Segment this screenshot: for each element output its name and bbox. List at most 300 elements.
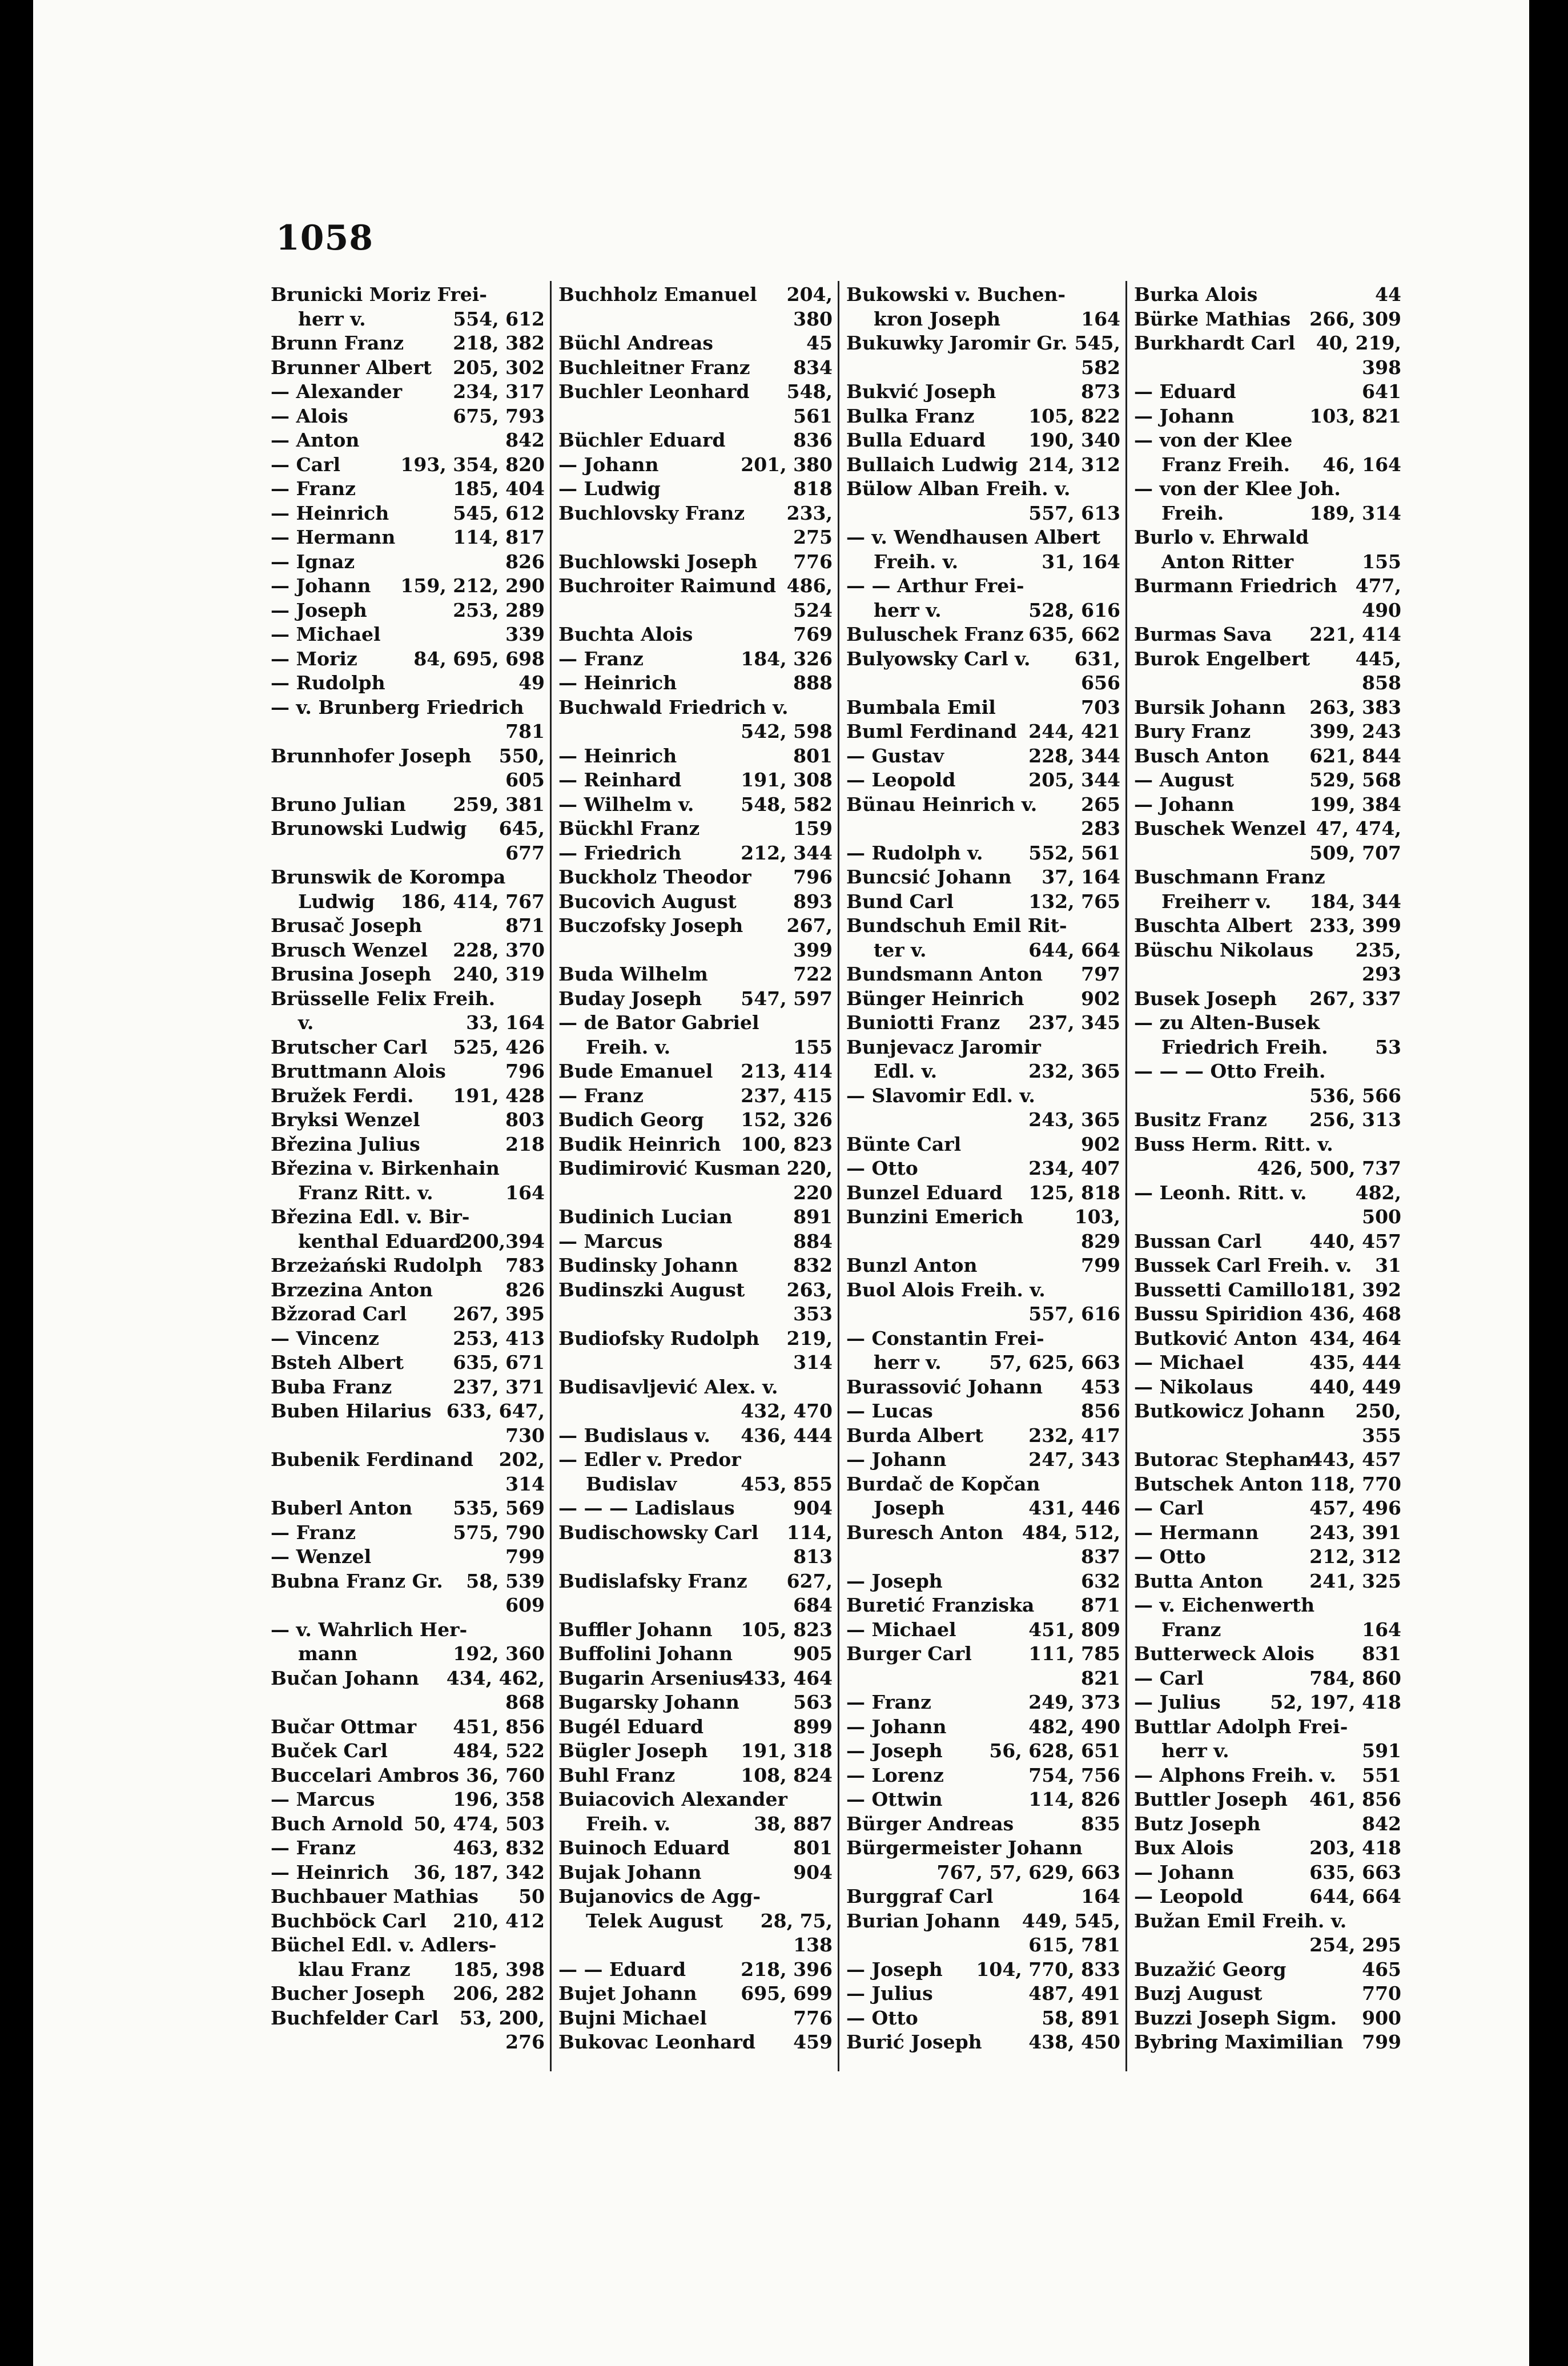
entry-name: — v. Wahrlich Her-: [271, 1618, 468, 1641]
index-entry: [558, 1861, 833, 1885]
index-entry: [1134, 1812, 1401, 1837]
index-entry: [846, 671, 1120, 696]
entry-name: Butz Joseph: [1134, 1812, 1261, 1835]
entry-name: — Joseph: [846, 1569, 943, 1592]
entry-name: — v. Eichenwerth: [1134, 1594, 1315, 1616]
index-entry: [271, 404, 545, 429]
index-entry: [558, 1812, 833, 1837]
entry-pages: 722: [793, 963, 833, 985]
index-entry: [558, 1982, 833, 2006]
index-entry: [846, 744, 1120, 769]
entry-pages: 253, 289: [453, 598, 545, 621]
index-entry: [1134, 1618, 1401, 1642]
index-entry: [846, 1205, 1120, 1230]
entry-name: Brunner Albert: [271, 356, 432, 379]
index-entry: [271, 622, 545, 647]
index-entry: [271, 1715, 545, 1740]
entry-name: — Ottwin: [846, 1788, 943, 1810]
index-entry: [271, 1690, 545, 1715]
index-entry: [558, 1933, 833, 1958]
entry-name: Joseph: [874, 1497, 945, 1519]
entry-name: Burggraf Carl: [846, 1885, 994, 1907]
entry-pages: 37, 164: [1042, 866, 1120, 888]
entry-name: — Johann: [1134, 1861, 1235, 1883]
entry-pages: 228, 370: [453, 938, 545, 961]
entry-name: — Alois: [271, 404, 348, 427]
entry-pages: 552, 561: [1028, 841, 1120, 864]
entry-name: — Moriz: [271, 647, 357, 670]
entry-pages: 635, 662: [1028, 623, 1120, 645]
entry-name: Bujni Michael: [558, 2006, 707, 2029]
entry-pages: 500: [1362, 1206, 1401, 1228]
index-entry: [558, 1958, 833, 1982]
index-entry: [1134, 622, 1401, 647]
entry-pages: 801: [793, 744, 833, 767]
index-entry: [1134, 1035, 1401, 1060]
entry-pages: 547, 597: [741, 987, 833, 1010]
entry-pages: 232, 417: [1028, 1424, 1120, 1447]
index-entry: [846, 793, 1120, 817]
entry-pages: 695, 699: [741, 1982, 833, 2005]
entry-pages: 202,: [498, 1448, 545, 1471]
index-entry: [1134, 938, 1401, 963]
entry-name: Bruno Julian: [271, 793, 406, 816]
index-entry: [558, 865, 833, 890]
index-entry: [1134, 1108, 1401, 1132]
index-entry: [1134, 647, 1401, 672]
entry-name: — Heinrich: [271, 1861, 389, 1883]
entry-name: — Franz: [271, 477, 356, 500]
entry-name: — Edler v. Predor: [558, 1448, 741, 1471]
entry-name: Burdač de Kopčan: [846, 1472, 1040, 1495]
entry-pages: 459: [793, 2031, 833, 2053]
index-entry: [846, 1739, 1120, 1764]
entry-name: Bunzel Eduard: [846, 1181, 1003, 1204]
entry-name: Bury Franz: [1134, 720, 1251, 742]
entry-name: Buckholz Theodor: [558, 866, 751, 888]
index-entry: [271, 817, 545, 841]
index-entry: [1134, 283, 1401, 307]
index-entry: [1134, 428, 1401, 453]
entry-pages: 871: [1081, 1594, 1120, 1616]
index-entry: [271, 1230, 545, 1254]
index-entry: [1134, 1666, 1401, 1691]
index-entry: [271, 1836, 545, 1861]
entry-name: Freiherr v.: [1161, 890, 1272, 913]
index-entry: [271, 1521, 545, 1545]
entry-pages: 873: [1081, 380, 1120, 403]
entry-name: Buinoch Eduard: [558, 1837, 730, 1859]
index-entry: [846, 331, 1120, 356]
index-column-2: [558, 283, 833, 2055]
entry-pages: 528, 616: [1028, 598, 1120, 621]
entry-pages: 218, 382: [453, 332, 545, 354]
index-entry: [558, 793, 833, 817]
index-entry: [1134, 1715, 1401, 1740]
entry-pages: 482,: [1355, 1181, 1401, 1204]
index-entry: [558, 1302, 833, 1327]
index-entry: [271, 1739, 545, 1764]
entry-pages: 561: [793, 404, 833, 427]
index-entry: [1134, 477, 1401, 501]
index-entry: [558, 1375, 833, 1400]
index-entry: [271, 1375, 545, 1400]
entry-pages: 631,: [1074, 647, 1120, 670]
entry-name: Butschek Anton: [1134, 1472, 1303, 1495]
entry-name: — Marcus: [271, 1788, 375, 1810]
entry-pages: 563: [793, 1691, 833, 1713]
entry-name: Freih. v.: [586, 1035, 671, 1058]
entry-name: herr v.: [874, 1351, 942, 1373]
entry-name: Bumbala Emil: [846, 696, 996, 718]
entry-pages: 191, 428: [453, 1084, 545, 1107]
entry-pages: 232, 365: [1028, 1060, 1120, 1082]
index-entry: [271, 1351, 545, 1375]
entry-pages: 891: [793, 1206, 833, 1228]
entry-name: Burić Joseph: [846, 2031, 982, 2053]
index-entry: [558, 696, 833, 720]
index-entry: [1134, 574, 1401, 598]
entry-pages: 435, 444: [1309, 1351, 1401, 1373]
index-entry: [271, 841, 545, 866]
entry-name: Bugarin Arsenius: [558, 1666, 743, 1689]
entry-name: Bugarsky Johann: [558, 1691, 739, 1713]
entry-pages: 591: [1362, 1740, 1401, 1762]
entry-name: Bružek Ferdi.: [271, 1084, 414, 1107]
entry-pages: 677: [505, 841, 545, 864]
index-entry: [558, 1909, 833, 1934]
index-entry: [846, 1521, 1120, 1545]
index-entry: [1134, 1424, 1401, 1448]
entry-pages: 203, 418: [1309, 1837, 1401, 1859]
entry-pages: 105, 823: [741, 1618, 833, 1641]
index-entry: [846, 1156, 1120, 1181]
entry-name: Bussan Carl: [1134, 1230, 1262, 1252]
entry-pages: 355: [1362, 1424, 1401, 1447]
index-entry: [1134, 962, 1401, 987]
index-entry: [846, 1618, 1120, 1642]
index-entry: [271, 890, 545, 914]
index-entry: [846, 720, 1120, 744]
entry-pages: 58, 891: [1042, 2006, 1120, 2029]
entry-pages: 557, 616: [1028, 1303, 1120, 1325]
entry-pages: 842: [505, 429, 545, 451]
entry-name: — Anton: [271, 429, 360, 451]
index-entry: [1134, 525, 1401, 550]
entry-name: klau Franz: [298, 1958, 411, 1981]
entry-pages: 293: [1362, 963, 1401, 985]
entry-pages: 53, 200,: [459, 2006, 545, 2029]
entry-pages: 482, 490: [1028, 1715, 1120, 1738]
entry-name: Butkowicz Johann: [1134, 1400, 1325, 1422]
entry-pages: 477,: [1355, 575, 1401, 597]
entry-pages: 220: [793, 1181, 833, 1204]
entry-pages: 155: [1362, 550, 1401, 573]
entry-pages: 784, 860: [1309, 1666, 1401, 1689]
index-entry: [558, 283, 833, 307]
entry-pages: 438, 450: [1028, 2031, 1120, 2053]
entry-pages: 114, 826: [1028, 1788, 1120, 1810]
entry-name: Buchroiter Raimund: [558, 575, 777, 597]
entry-pages: 484, 512,: [1022, 1521, 1120, 1544]
entry-name: mann: [298, 1642, 358, 1665]
entry-pages: 185, 398: [453, 1958, 545, 1981]
entry-name: Bučan Johann: [271, 1666, 419, 1689]
entry-name: — Carl: [1134, 1666, 1204, 1689]
entry-name: — Johann: [558, 453, 659, 476]
entry-pages: 46, 164: [1322, 453, 1401, 476]
index-entry: [846, 380, 1120, 404]
index-entry: [558, 1618, 833, 1642]
index-entry: [271, 1593, 545, 1618]
entry-name: — Johann: [1134, 404, 1235, 427]
entry-name: Bussu Spiridion: [1134, 1303, 1303, 1325]
entry-name: Bulyowsky Carl v.: [846, 647, 1031, 670]
index-entry: [558, 1084, 833, 1108]
entry-pages: 353: [793, 1303, 833, 1325]
index-entry: [846, 914, 1120, 938]
index-entry: [1134, 2030, 1401, 2055]
entry-name: Bünger Heinrich: [846, 987, 1024, 1010]
entry-pages: 799: [505, 1545, 545, 1568]
entry-name: Butterweck Alois: [1134, 1642, 1314, 1665]
entry-name: Freih.: [1161, 501, 1224, 524]
entry-name: kron Joseph: [874, 307, 1001, 330]
entry-name: Burok Engelbert: [1134, 647, 1310, 670]
index-entry: [558, 1278, 833, 1303]
index-entry: [1134, 1011, 1401, 1035]
entry-name: — Carl: [271, 453, 341, 476]
index-entry: [558, 671, 833, 696]
entry-pages: 190, 340: [1028, 429, 1120, 451]
index-entry: [1134, 1982, 1401, 2006]
index-entry: [558, 1521, 833, 1545]
entry-name: Bsteh Albert: [271, 1351, 404, 1373]
entry-name: Büchl Andreas: [558, 332, 714, 354]
entry-name: Bužan Emil Freih. v.: [1134, 1909, 1347, 1932]
entry-name: — Hermann: [1134, 1521, 1259, 1544]
entry-pages: 835: [1081, 1812, 1120, 1835]
entry-name: Buttlar Adolph Frei-: [1134, 1715, 1348, 1738]
entry-pages: 644, 664: [1309, 1885, 1401, 1907]
index-entry: [846, 1230, 1120, 1254]
entry-pages: 871: [505, 914, 545, 937]
index-entry: [271, 1254, 545, 1278]
entry-name: Burger Carl: [846, 1642, 972, 1665]
index-entry: [846, 1885, 1120, 1909]
entry-pages: 31: [1375, 1254, 1401, 1276]
entry-pages: 575, 790: [453, 1521, 545, 1544]
entry-pages: 205, 302: [453, 356, 545, 379]
entry-name: Budislafsky Franz: [558, 1569, 747, 1592]
index-entry: [558, 744, 833, 769]
entry-name: Brusač Joseph: [271, 914, 423, 937]
index-entry: [846, 525, 1120, 550]
index-entry: [558, 453, 833, 477]
entry-name: — de Bator Gabriel: [558, 1011, 759, 1034]
index-entry: [558, 1787, 833, 1812]
entry-name: Budinszki August: [558, 1278, 745, 1301]
entry-pages: 443, 457: [1309, 1448, 1401, 1471]
entry-name: Bund Carl: [846, 890, 954, 913]
entry-pages: 50, 474, 503: [413, 1812, 545, 1835]
index-entry: [271, 1909, 545, 1934]
index-entry: [558, 1836, 833, 1861]
entry-name: Bugél Eduard: [558, 1715, 704, 1738]
index-entry: [558, 841, 833, 866]
index-entry: [558, 938, 833, 963]
entry-pages: 243, 391: [1309, 1521, 1401, 1544]
entry-pages: 776: [793, 550, 833, 573]
entry-name: Burka Alois: [1134, 283, 1258, 306]
entry-name: Buchlowski Joseph: [558, 550, 758, 573]
index-entry: [558, 622, 833, 647]
entry-pages: 632: [1081, 1569, 1120, 1592]
entry-name: — Constantin Frei-: [846, 1327, 1044, 1349]
entry-name: Buček Carl: [271, 1740, 388, 1762]
entry-name: — Michael: [846, 1618, 956, 1641]
entry-name: Buschek Wenzel: [1134, 817, 1306, 839]
entry-name: Buch Arnold: [271, 1812, 404, 1835]
entry-name: Buben Hilarius: [271, 1400, 432, 1422]
index-entry: [558, 550, 833, 575]
entry-name: Bügler Joseph: [558, 1740, 708, 1762]
entry-name: — Heinrich: [558, 744, 677, 767]
entry-pages: 767, 57, 629, 663: [936, 1861, 1120, 1883]
entry-name: Buncsić Johann: [846, 866, 1012, 888]
index-entry: [846, 1472, 1120, 1497]
entry-name: Bülow Alban Freih. v.: [846, 477, 1071, 500]
index-entry: [558, 1690, 833, 1715]
entry-pages: 218: [505, 1132, 545, 1155]
index-entry: [558, 1642, 833, 1666]
entry-pages: 834: [793, 356, 833, 379]
index-entry: [558, 477, 833, 501]
entry-name: Buchwald Friedrich v.: [558, 696, 789, 718]
entry-pages: 684: [793, 1594, 833, 1616]
entry-name: — Friedrich: [558, 841, 682, 864]
entry-name: Franz: [1161, 1618, 1221, 1641]
index-entry: [1134, 1764, 1401, 1788]
entry-name: Bussek Carl Freih. v.: [1134, 1254, 1352, 1276]
index-entry: [846, 1035, 1120, 1060]
index-entry: [1134, 1156, 1401, 1181]
entry-pages: 675, 793: [453, 404, 545, 427]
index-entry: [1134, 1084, 1401, 1108]
entry-pages: 212, 344: [741, 841, 833, 864]
entry-name: Bürgermeister Johann: [846, 1837, 1083, 1859]
entry-pages: 237, 345: [1028, 1011, 1120, 1034]
index-entry: [271, 1496, 545, 1521]
index-entry: [846, 1108, 1120, 1132]
entry-name: — Joseph: [271, 598, 367, 621]
index-entry: [846, 962, 1120, 987]
entry-name: Bunzl Anton: [846, 1254, 978, 1276]
index-entry: [558, 720, 833, 744]
entry-pages: 432, 470: [741, 1400, 833, 1422]
entry-pages: 399: [793, 938, 833, 961]
index-entry: [558, 1230, 833, 1254]
entry-pages: 213, 414: [741, 1060, 833, 1082]
index-entry: [846, 1496, 1120, 1521]
entry-name: — Vincenz: [271, 1327, 379, 1349]
index-entry: [1134, 331, 1401, 356]
entry-name: — Franz: [271, 1837, 356, 1859]
entry-pages: 796: [793, 866, 833, 888]
entry-name: Bunzini Emerich: [846, 1206, 1024, 1228]
index-entry: [1134, 1569, 1401, 1594]
entry-pages: 205, 344: [1028, 769, 1120, 791]
index-entry: [1134, 1545, 1401, 1569]
index-entry: [271, 671, 545, 696]
entry-pages: 837: [1081, 1545, 1120, 1568]
entry-pages: 783: [505, 1254, 545, 1276]
entry-name: Bukowski v. Buchen-: [846, 283, 1066, 306]
index-entry: [558, 1327, 833, 1351]
entry-pages: 888: [793, 672, 833, 694]
entry-pages: 440, 449: [1309, 1375, 1401, 1398]
index-entry: [1134, 1059, 1401, 1084]
entry-name: Bujet Johann: [558, 1982, 697, 2005]
entry-name: Bux Alois: [1134, 1837, 1234, 1859]
entry-pages: 554, 612: [453, 307, 545, 330]
entry-name: Bursik Johann: [1134, 696, 1286, 718]
entry-pages: 656: [1081, 672, 1120, 694]
entry-pages: 244, 421: [1028, 720, 1120, 742]
index-entry: [846, 1569, 1120, 1594]
index-entry: [271, 1059, 545, 1084]
entry-name: Březina Julius: [271, 1132, 420, 1155]
entry-name: Buttler Joseph: [1134, 1788, 1288, 1810]
entry-pages: 490: [1362, 598, 1401, 621]
entry-pages: 635, 671: [453, 1351, 545, 1373]
entry-pages: 465: [1362, 1958, 1401, 1981]
entry-pages: 902: [1081, 987, 1120, 1010]
index-entry: [271, 1399, 545, 1424]
entry-pages: 557, 613: [1028, 501, 1120, 524]
entry-name: Buchler Leonhard: [558, 380, 750, 403]
index-entry: [1134, 1327, 1401, 1351]
entry-pages: 57, 625, 663: [989, 1351, 1120, 1373]
entry-name: Burian Johann: [846, 1909, 1000, 1932]
entry-name: Butta Anton: [1134, 1569, 1264, 1592]
entry-pages: 904: [793, 1861, 833, 1883]
index-entry: [271, 428, 545, 453]
index-entry: [271, 768, 545, 793]
entry-name: Telek August: [586, 1909, 723, 1932]
entry-pages: 550,: [498, 744, 545, 767]
entry-pages: 84, 695, 698: [413, 647, 545, 670]
entry-name: Buberl Anton: [271, 1497, 413, 1519]
entry-pages: 212, 312: [1309, 1545, 1401, 1568]
entry-pages: 525, 426: [453, 1035, 545, 1058]
index-entry: [846, 598, 1120, 623]
index-entry: [1134, 598, 1401, 623]
index-entry: [271, 1156, 545, 1181]
entry-pages: 233,: [786, 501, 833, 524]
index-entry: [558, 987, 833, 1011]
entry-name: — Budislaus v.: [558, 1424, 710, 1447]
entry-pages: 529, 568: [1309, 769, 1401, 791]
index-entry: [846, 1787, 1120, 1812]
index-entry: [846, 283, 1120, 307]
entry-name: Bubna Franz Gr.: [271, 1569, 443, 1592]
entry-name: Brutscher Carl: [271, 1035, 428, 1058]
index-entry: [271, 574, 545, 598]
entry-pages: 314: [505, 1472, 545, 1495]
entry-name: Buhl Franz: [558, 1764, 676, 1786]
entry-name: Buffler Johann: [558, 1618, 713, 1641]
